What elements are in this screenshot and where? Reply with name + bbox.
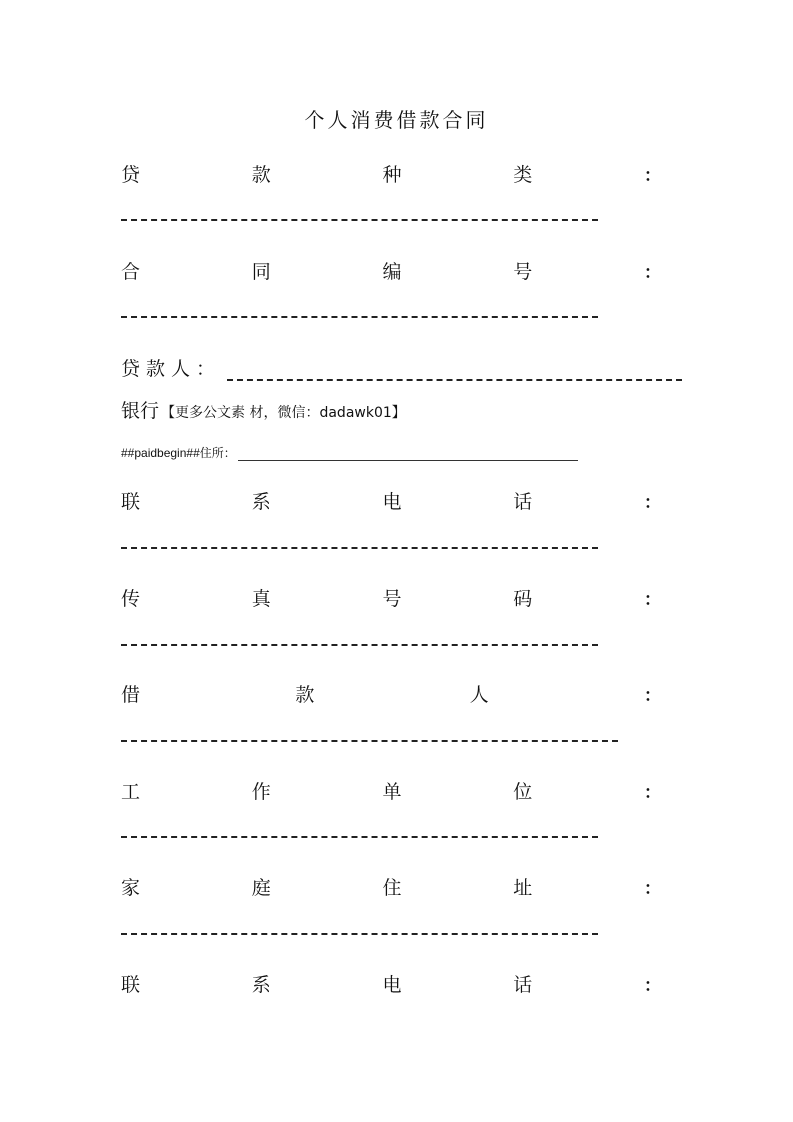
field-label-char: 真 xyxy=(251,587,271,610)
field-label-char: 电 xyxy=(382,490,402,513)
field-blank-line[interactable] xyxy=(121,740,618,742)
field-label-char: 电 xyxy=(382,973,402,996)
field-colon: ： xyxy=(643,685,661,706)
field-label-char: 工 xyxy=(121,780,141,803)
field-label-char: 联 xyxy=(121,973,141,996)
field-label-char: 系 xyxy=(251,973,271,996)
field-label-char: 址 xyxy=(513,876,533,899)
field-colon: ： xyxy=(644,165,661,186)
field-label-char: 位 xyxy=(513,780,533,803)
address-blank-line[interactable] xyxy=(238,448,578,461)
field-label-char: 传 xyxy=(121,587,141,610)
field-label-char: 号 xyxy=(382,587,402,610)
field-colon: ： xyxy=(644,492,661,513)
bank-line xyxy=(121,396,406,423)
lender-blank-line[interactable] xyxy=(227,361,682,381)
field-label-char: 庭 xyxy=(251,876,271,899)
field-label-char: 同 xyxy=(251,260,271,283)
field-label-char: 话 xyxy=(513,490,533,513)
field-label-char: 编 xyxy=(382,260,402,283)
field-label-char: 联 xyxy=(121,490,141,513)
field-label-char: 款 xyxy=(295,683,315,706)
field-label-row xyxy=(121,777,661,803)
field-label-char: 住 xyxy=(382,876,402,899)
field-blank-line[interactable] xyxy=(121,644,598,646)
field-label-char: 号 xyxy=(513,260,533,283)
address-label: ##paidbegin##住所： xyxy=(121,446,236,460)
field-label-char: 借 xyxy=(121,683,141,706)
field-colon: ： xyxy=(644,975,661,996)
field-label-row xyxy=(121,584,661,610)
field-blank-line[interactable] xyxy=(121,219,598,221)
field-label-char: 款 xyxy=(251,163,271,186)
field-blank-line[interactable] xyxy=(121,836,598,838)
field-label-char: 作 xyxy=(251,780,271,803)
field-label-char: 码 xyxy=(513,587,533,610)
promo-note: 【更多公文素 材，微信：dadawk01】 xyxy=(161,405,406,421)
field-label-char: 合 xyxy=(121,260,141,283)
lender-field xyxy=(121,354,682,381)
field-label-row xyxy=(121,873,661,899)
field-colon: ： xyxy=(644,878,661,899)
field-label-char: 种 xyxy=(382,163,402,186)
bank-label: 银行 xyxy=(121,400,160,422)
field-label-row xyxy=(121,487,661,513)
field-label-char: 话 xyxy=(513,973,533,996)
field-label-char: 类 xyxy=(513,163,533,186)
field-colon: ： xyxy=(644,782,661,803)
field-label-row xyxy=(121,160,661,186)
field-label-char: 系 xyxy=(251,490,271,513)
field-colon: ： xyxy=(644,262,661,283)
field-label-char: 贷 xyxy=(121,163,141,186)
field-label-char: 单 xyxy=(382,780,402,803)
field-colon: ： xyxy=(644,589,661,610)
field-label-row xyxy=(121,970,661,996)
lender-label: 贷款人： xyxy=(121,358,222,380)
field-label-char: 家 xyxy=(121,876,141,899)
field-blank-line[interactable] xyxy=(121,547,598,549)
document-title: 个人消费借款合同 xyxy=(304,108,489,132)
field-blank-line[interactable] xyxy=(121,933,598,935)
field-blank-line[interactable] xyxy=(121,316,598,318)
field-label-row xyxy=(121,257,661,283)
field-label-row xyxy=(121,680,661,706)
address-field xyxy=(121,444,578,461)
field-label-char: 人 xyxy=(469,683,489,706)
